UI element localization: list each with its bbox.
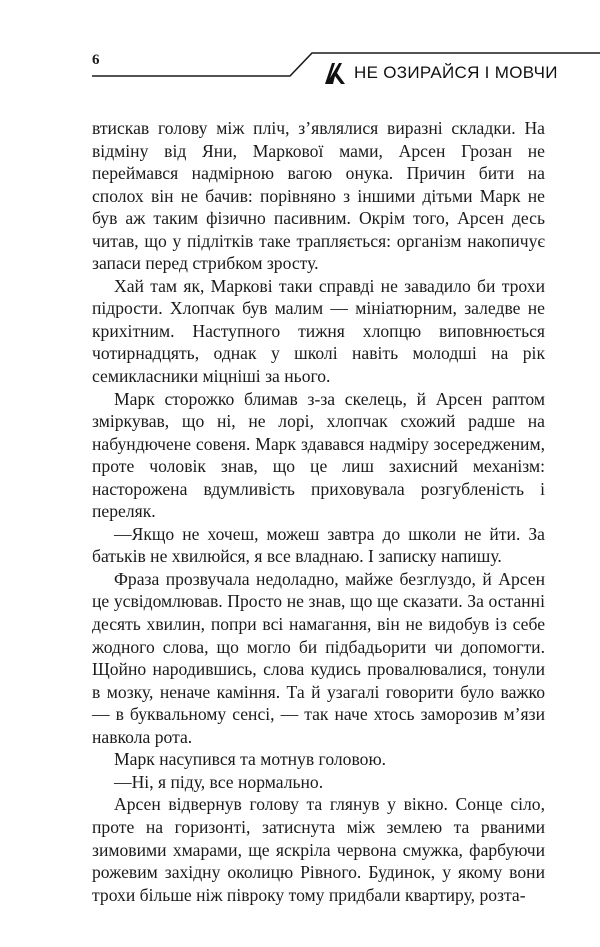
paragraph: Арсен відвернув голову та глянув у вікно. Сонце сіло, проте на горизонті, затиснута між землею та рваними зимовими хмарами, ще яскріла червона смужка, фарбуючи рожевим західну околицю Рівного. Будинок, у якому вони трохи більше ніж півроку тому придбали квартиру, розта- [92, 794, 545, 905]
paragraph: Марк сторожко блимав з-за скелець, й Арсен раптом зміркував, що ні, не лорі, хлопчак схожий радше на набундючене совеня. Марк здавався надміру зосередженим, проте чоловік знав, що це лиш захисний механізм: насторожена вдумливість приховувала розгубленість і переляк. [92, 388, 545, 522]
body-text [92, 117, 545, 906]
dialogue-paragraph: —Якщо не хочеш, можеш завтра до школи не йти. За батьків не хвилюйся, я все владнаю. І записку напишу. [92, 523, 545, 567]
publisher-logo-icon [322, 60, 348, 86]
running-header [322, 60, 558, 86]
book-title: НЕ ОЗИРАЙСЯ І МОВЧИ [354, 63, 558, 82]
paragraph: Хай там як, Маркові таки справді не завадило би трохи підрости. Хлопчак був малим — мініатюрним, заледве не крихітним. Наступного тижня хлопцю виповнюється чотирнадцять, однак у школі навіть молодші на рік семикласники міцніші за нього. [92, 275, 545, 387]
page-number: 6 [92, 52, 100, 68]
paragraph: Фраза прозвучала недоладно, майже безглуздо, й Арсен це усвідомлював. Просто не знав, що ще сказати. За останні десять хвилин, попри всі намагання, він не видобув із себе жодного слова, що могло би підбадьорити чи допомогти. Щойно народившись, слова кудись провалювалися, тонули в мозку, неначе каміння. Та й узагалі говорити було важко — в буквальному сенсі, — так наче хтось заморозив м’язи навкола рота. [92, 568, 545, 747]
paragraph: втискав голову між пліч, з’являлися виразні складки. На відміну від Яни, Маркової мами, Арсен Грозан не переймався надмірною вагою онука. Причин бити на сполох він не бачив: порівняно з іншими дітьми Марк не був аж таким фізично пасивним. Окрім того, Арсен десь читав, що у підлітків таке трапляється: організм накопичує запаси перед стрибком зросту. [92, 118, 545, 274]
paragraph: Марк насупився та мотнув головою. [114, 749, 386, 770]
dialogue-paragraph: —Ні, я піду, все нормально. [114, 771, 324, 792]
